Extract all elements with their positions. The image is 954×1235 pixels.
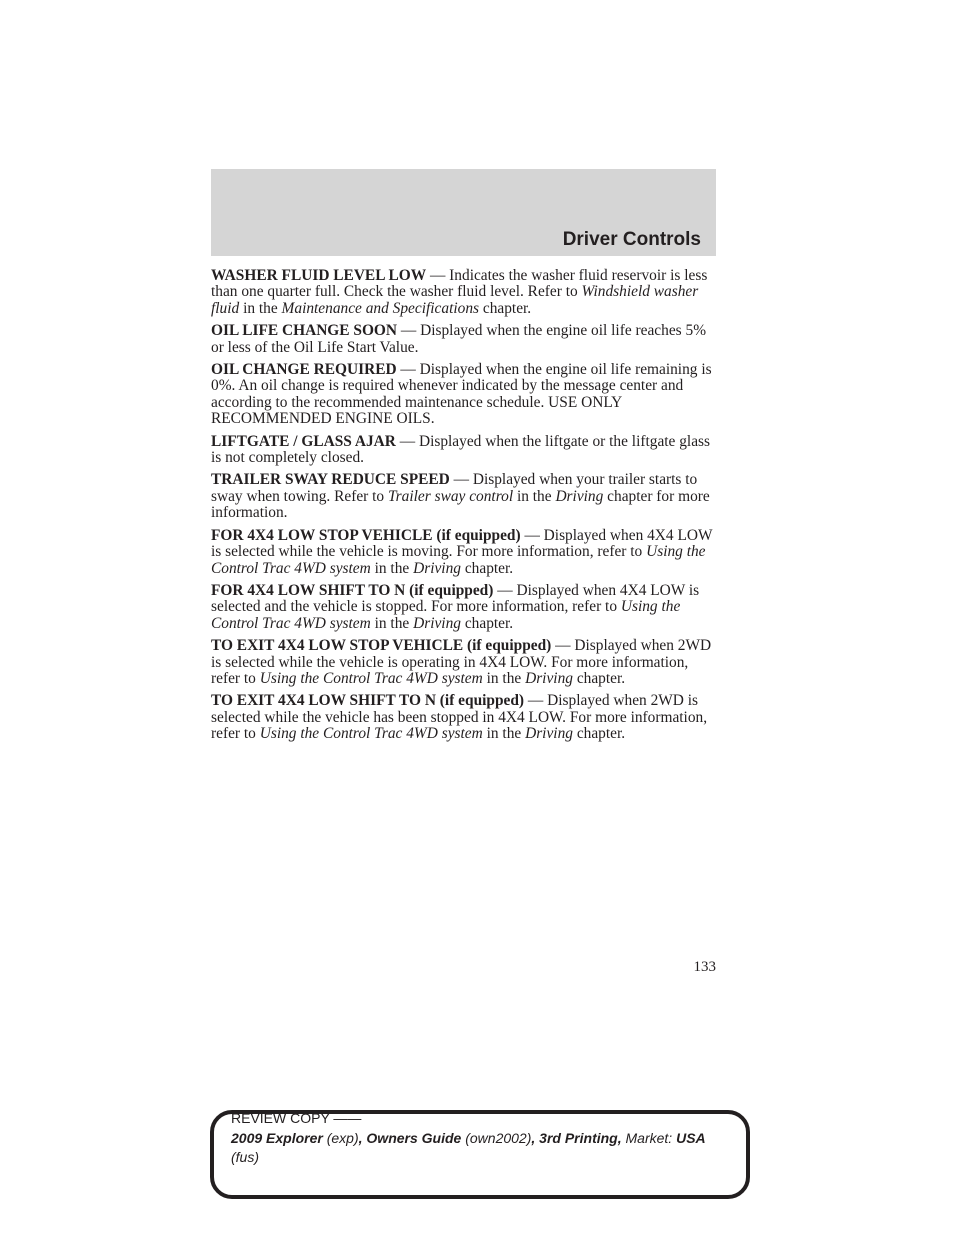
message-term: TRAILER SWAY REDUCE SPEED xyxy=(211,471,450,489)
message-term: TO EXIT 4X4 LOW STOP VEHICLE (if equipped) xyxy=(211,637,552,655)
description-text: in the xyxy=(370,614,414,632)
footer-model-code: (exp) xyxy=(322,1130,359,1146)
description-text: in the xyxy=(482,669,526,687)
review-copy-label: REVIEW COPY —— xyxy=(231,1110,362,1126)
section-header-bar xyxy=(211,169,716,256)
cross-reference: Using the Control Trac 4WD system xyxy=(259,669,483,687)
page-number: 133 xyxy=(693,959,716,975)
cross-reference: Maintenance and Specifications xyxy=(281,299,480,317)
description-text: — Displayed when the liftgate or the liftgate glass is not completely closed. xyxy=(211,432,711,467)
description-text: — Displayed when 2WD is selected while the vehicle is operating in 4X4 LOW. For more information, refer to xyxy=(211,637,712,687)
description-text: — Displayed when 2WD is selected while the vehicle has been stopped in 4X4 LOW. For more information, refer to xyxy=(211,692,708,743)
message-description xyxy=(211,583,716,632)
description-text: in the xyxy=(370,559,414,577)
cross-reference: Driving xyxy=(413,614,461,632)
footer-guide-code: (own2002) xyxy=(461,1130,532,1146)
description-text: — Displayed when 4X4 LOW is selected and the vehicle is stopped. For more information, refer to xyxy=(211,581,700,616)
cross-reference: Trailer sway control xyxy=(387,487,514,505)
message-description xyxy=(211,434,716,467)
message-term: TO EXIT 4X4 LOW SHIFT TO N (if equipped) xyxy=(211,692,525,710)
message-description xyxy=(211,472,716,521)
cross-reference: Using the Control Trac 4WD system xyxy=(259,725,483,743)
description-text: — Indicates the washer fluid reservoir is less than one quarter full. Check the washer fluid level. Refer to xyxy=(211,267,708,301)
cross-reference: Driving xyxy=(413,559,461,577)
cross-reference: Driving xyxy=(555,487,604,505)
description-text: — Displayed when the engine oil life remaining is 0%. An oil change is required whenever indicated by the message center and according to the recommended maintenance schedule. USE ONLY RECOMMENDED ENGINE OILS. xyxy=(211,361,712,428)
section-title: Driver Controls xyxy=(562,229,701,250)
description-text: chapter for more information. xyxy=(211,487,710,522)
description-text: chapter. xyxy=(460,614,514,632)
cross-reference: Using the Control Trac 4WD system xyxy=(211,543,706,577)
message-term: OIL LIFE CHANGE SOON xyxy=(211,322,398,340)
cross-reference: Driving xyxy=(525,669,573,687)
cross-reference: Using the Control Trac 4WD system xyxy=(211,598,681,632)
footer-publication-line xyxy=(231,1129,706,1148)
message-term: FOR 4X4 LOW STOP VEHICLE (if equipped) xyxy=(211,526,521,544)
message-description xyxy=(211,693,716,742)
footer-market: USA xyxy=(676,1130,706,1146)
footer-printing: 3rd Printing, xyxy=(539,1130,622,1146)
message-term: WASHER FLUID LEVEL LOW xyxy=(211,267,427,284)
message-description xyxy=(211,362,716,428)
description-text: — Displayed when your trailer starts to sway when towing. Refer to xyxy=(211,471,698,505)
description-text: — Displayed when 4X4 LOW is selected while the vehicle is moving. For more information, refer to xyxy=(211,526,713,561)
message-description xyxy=(211,528,716,577)
footer-market-code: (fus) xyxy=(231,1149,259,1165)
cross-reference: Windshield washer fluid xyxy=(211,283,699,317)
description-text: — Displayed when the engine oil life reaches 5% or less of the Oil Life Start Value. xyxy=(211,322,707,356)
message-term: LIFTGATE / GLASS AJAR xyxy=(211,432,396,450)
description-text: chapter. xyxy=(479,299,532,317)
footer-model: 2009 Explorer xyxy=(231,1130,323,1146)
description-text: in the xyxy=(239,299,282,317)
description-text: chapter. xyxy=(460,559,514,577)
message-description xyxy=(211,323,716,356)
description-text: in the xyxy=(513,487,556,505)
message-term: FOR 4X4 LOW SHIFT TO N (if equipped) xyxy=(211,581,494,599)
footer-sep-1: , xyxy=(358,1130,367,1146)
footer-market-label: Market: xyxy=(621,1130,677,1146)
main-content xyxy=(211,268,716,749)
footer-sep-2: , xyxy=(531,1130,540,1146)
paragraph-list xyxy=(211,268,716,743)
description-text: chapter. xyxy=(572,669,626,687)
description-text: in the xyxy=(482,725,526,743)
message-description xyxy=(211,268,716,317)
message-term: OIL CHANGE REQUIRED xyxy=(211,361,397,379)
description-text: chapter. xyxy=(572,725,626,743)
footer-guide: Owners Guide xyxy=(366,1130,462,1146)
cross-reference: Driving xyxy=(525,725,573,743)
message-description xyxy=(211,638,716,687)
